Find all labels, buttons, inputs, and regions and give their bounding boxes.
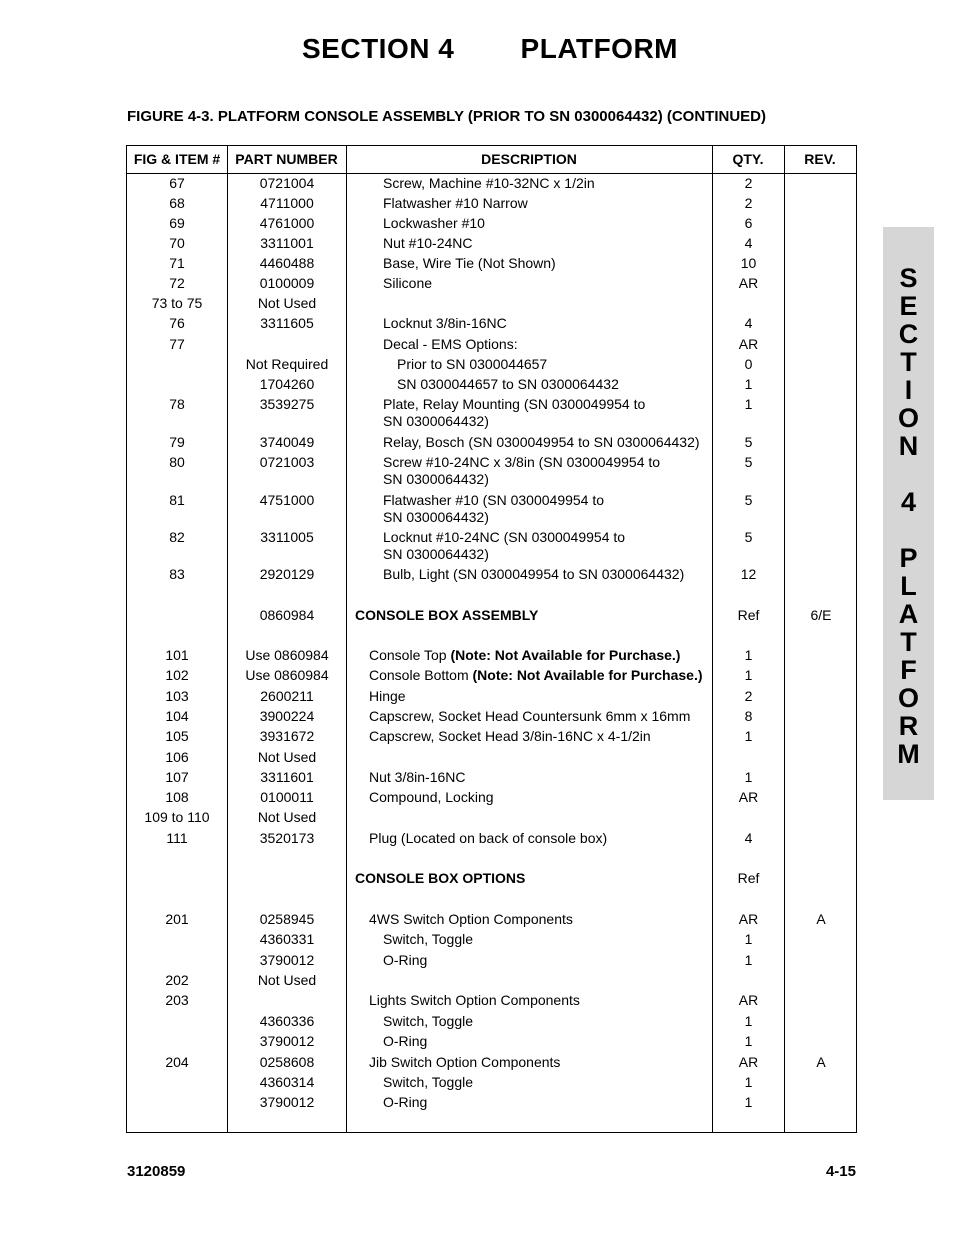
description-text: Decal - EMS Options: xyxy=(383,336,518,352)
qty-cell: 1 xyxy=(744,376,753,392)
side-tab-letter: T xyxy=(900,627,917,657)
side-tab-letter: O xyxy=(897,403,919,433)
qty-cell: 1 xyxy=(744,1013,753,1029)
description-cell xyxy=(351,454,743,488)
part-number-cell: 0100011 xyxy=(260,789,314,805)
part-number-cell: 4360336 xyxy=(259,1013,315,1029)
part-number-cell: 3931672 xyxy=(259,728,315,744)
header-part-number: PART NUMBER xyxy=(235,151,338,167)
description-cell xyxy=(351,255,743,272)
page-number: 4-15 xyxy=(825,1163,856,1180)
fig-item-cell: 104 xyxy=(165,708,189,724)
description-text: SN 0300044657 to SN 0300064432 xyxy=(397,376,619,392)
part-number-cell: 2920129 xyxy=(259,566,315,582)
description-text: Nut #10-24NC xyxy=(383,235,473,251)
description-text: Screw, Machine #10-32NC x 1/2in xyxy=(383,175,595,191)
table-row xyxy=(127,809,856,830)
description-cell xyxy=(351,566,743,583)
description-cell xyxy=(351,1013,743,1030)
fig-item-cell: 83 xyxy=(169,566,185,582)
description-text: Screw #10-24NC x 3/8in (SN 0300049954 to SN 0300064432) xyxy=(383,454,661,487)
fig-item-cell: 111 xyxy=(166,830,188,846)
part-number-cell: 3740049 xyxy=(259,434,315,450)
description-cell xyxy=(351,529,743,563)
qty-cell: 4 xyxy=(744,235,753,251)
fig-item-cell: 70 xyxy=(169,235,185,251)
description-cell xyxy=(351,315,743,332)
header-description: DESCRIPTION xyxy=(481,151,577,167)
qty-cell: Ref xyxy=(737,870,760,886)
document-number: 3120859 xyxy=(127,1163,186,1180)
fig-item-cell: 201 xyxy=(165,911,189,927)
table-row xyxy=(127,492,856,529)
qty-cell: 5 xyxy=(744,434,753,450)
description-text: CONSOLE BOX ASSEMBLY xyxy=(355,607,539,623)
description-cell xyxy=(351,1074,743,1091)
side-tab-letter: M xyxy=(897,739,920,769)
fig-item-cell: 80 xyxy=(169,454,185,470)
qty-cell: 1 xyxy=(744,647,753,663)
fig-item-cell: 108 xyxy=(165,789,189,805)
description-text: O-Ring xyxy=(383,1033,428,1049)
description-cell xyxy=(351,175,743,192)
description-cell xyxy=(351,830,729,847)
part-number-cell: Use 0860984 xyxy=(245,667,329,683)
table-row xyxy=(127,870,856,911)
qty-cell: 1 xyxy=(744,931,753,947)
qty-cell: 1 xyxy=(744,396,753,412)
availability-note: (Note: Not Available for Purchase.) xyxy=(472,667,703,683)
part-number-cell: 4360314 xyxy=(259,1074,315,1090)
qty-cell: 4 xyxy=(744,315,753,331)
qty-cell: 5 xyxy=(744,529,753,545)
description-text: Switch, Toggle xyxy=(383,1074,474,1090)
description-text: Capscrew, Socket Head Countersunk 6mm x 16mm xyxy=(369,708,691,724)
description-cell xyxy=(351,911,729,928)
qty-cell: 5 xyxy=(744,492,753,508)
qty-cell: 1 xyxy=(744,1074,753,1090)
fig-item-cell: 71 xyxy=(169,255,185,271)
qty-cell: AR xyxy=(738,992,759,1008)
part-number-cell: 3311001 xyxy=(260,235,314,251)
part-number-cell: 3520173 xyxy=(259,830,315,846)
fig-item-cell: 67 xyxy=(169,175,185,191)
description-cell xyxy=(351,396,743,430)
fig-item-cell: 68 xyxy=(169,195,185,211)
description-cell xyxy=(351,492,743,526)
table-row xyxy=(127,396,856,434)
fig-item-cell: 202 xyxy=(165,972,189,988)
side-tab-letter: S xyxy=(899,263,918,293)
fig-item-cell: 69 xyxy=(169,215,185,231)
description-text: Lights Switch Option Components xyxy=(369,992,580,1008)
part-number-cell: 0721003 xyxy=(259,454,315,470)
description-text: Lockwasher #10 xyxy=(383,215,485,231)
side-tab-letter: 4 xyxy=(900,487,917,517)
table-row xyxy=(127,830,856,870)
table-row xyxy=(127,728,856,749)
part-number-cell: 0721004 xyxy=(259,175,315,191)
parts-table xyxy=(126,145,857,1133)
description-cell xyxy=(351,1094,743,1111)
fig-item-cell: 203 xyxy=(165,992,189,1008)
table-row xyxy=(127,195,856,215)
part-number-cell: 4761000 xyxy=(259,215,315,231)
description-cell xyxy=(351,336,743,353)
description-cell xyxy=(351,769,729,786)
table-row xyxy=(127,1074,856,1094)
description-cell xyxy=(351,931,743,948)
fig-item-cell: 102 xyxy=(165,667,189,683)
side-tab-letter: I xyxy=(904,375,913,405)
table-row xyxy=(127,434,856,454)
section-title: SECTION 4 PLATFORM xyxy=(302,33,678,64)
qty-cell: 8 xyxy=(744,708,753,724)
table-body xyxy=(127,175,856,1114)
description-cell xyxy=(351,607,715,624)
description-text: Hinge xyxy=(369,688,406,704)
rev-cell: A xyxy=(816,911,826,927)
qty-cell: 1 xyxy=(744,667,753,683)
table-row xyxy=(127,1013,856,1033)
side-tab-letter: P xyxy=(899,543,918,573)
part-number-cell: Not Required xyxy=(245,356,329,372)
description-text: Locknut #10-24NC (SN 0300049954 to SN 0300064432) xyxy=(383,529,626,562)
fig-item-cell: 79 xyxy=(169,434,185,450)
description-cell xyxy=(351,789,729,806)
fig-item-cell: 78 xyxy=(169,396,185,412)
part-number-cell: 4751000 xyxy=(259,492,315,508)
description-text: Switch, Toggle xyxy=(383,1013,474,1029)
qty-cell: AR xyxy=(738,1054,759,1070)
table-row xyxy=(127,566,856,607)
qty-cell: 1 xyxy=(744,769,753,785)
fig-item-cell: 107 xyxy=(165,769,189,785)
fig-item-cell: 103 xyxy=(165,688,189,704)
header-rev: REV. xyxy=(804,151,836,167)
description-cell xyxy=(351,235,743,252)
description-text: Console Bottom xyxy=(369,667,473,683)
table-row xyxy=(127,215,856,235)
part-number-cell: Use 0860984 xyxy=(245,647,329,663)
description-cell xyxy=(351,667,729,684)
description-cell xyxy=(351,215,743,232)
description-text: Locknut 3/8in-16NC xyxy=(383,315,507,331)
qty-cell: 2 xyxy=(744,195,753,211)
qty-cell: AR xyxy=(738,336,759,352)
qty-cell: 2 xyxy=(744,175,753,191)
side-tab-letter: R xyxy=(898,711,919,741)
fig-item-cell: 106 xyxy=(165,749,189,765)
figure-title: FIGURE 4-3. PLATFORM CONSOLE ASSEMBLY (PRIOR TO SN 0300064432) (CONTINUED) xyxy=(127,108,767,125)
qty-cell: 2 xyxy=(744,688,753,704)
description-text: Base, Wire Tie (Not Shown) xyxy=(383,255,556,271)
fig-item-cell: 73 to 75 xyxy=(151,295,203,311)
header-fig-item: FIG & ITEM # xyxy=(133,151,221,167)
description-text: Flatwasher #10 Narrow xyxy=(383,195,528,211)
qty-cell: AR xyxy=(738,911,759,927)
part-number-cell: 3790012 xyxy=(259,1094,315,1110)
side-tab-letter: E xyxy=(899,291,918,321)
qty-cell: AR xyxy=(738,275,759,291)
table-row xyxy=(127,667,856,688)
qty-cell: 4 xyxy=(744,830,753,846)
fig-item-cell: 105 xyxy=(165,728,189,744)
description-cell xyxy=(351,376,757,393)
table-row xyxy=(127,275,856,295)
qty-cell: 1 xyxy=(744,1094,753,1110)
qty-cell: 1 xyxy=(744,1033,753,1049)
description-text: Nut 3/8in-16NC xyxy=(369,769,466,785)
description-text: Plug (Located on back of console box) xyxy=(369,830,608,846)
availability-note: (Note: Not Available for Purchase.) xyxy=(450,647,681,663)
table-row xyxy=(127,295,856,315)
description-text: CONSOLE BOX OPTIONS xyxy=(355,870,526,886)
qty-cell: 6 xyxy=(744,215,753,231)
description-text: Flatwasher #10 (SN 0300049954 to SN 0300064432) xyxy=(383,492,605,525)
part-number-cell: Not Used xyxy=(257,749,317,765)
section-side-tab xyxy=(883,227,934,800)
table-row xyxy=(127,952,856,972)
table-row xyxy=(127,1054,856,1074)
fig-item-cell: 81 xyxy=(169,492,185,508)
part-number-cell: 4711000 xyxy=(260,195,314,211)
side-tab-letter: O xyxy=(897,683,919,713)
qty-cell: 10 xyxy=(740,255,757,271)
table-row xyxy=(127,454,856,492)
fig-item-cell: 82 xyxy=(169,529,185,545)
table-row xyxy=(127,529,856,566)
part-number-cell: 1704260 xyxy=(259,376,315,392)
side-tab-letter: L xyxy=(900,571,917,601)
description-cell xyxy=(351,870,715,887)
description-text: 4WS Switch Option Components xyxy=(369,911,573,927)
part-number-cell: 3790012 xyxy=(259,1033,315,1049)
fig-item-cell: 109 to 110 xyxy=(144,809,210,825)
side-tab-letter: F xyxy=(900,655,917,685)
fig-item-cell: 204 xyxy=(165,1054,189,1070)
description-text: O-Ring xyxy=(383,1094,428,1110)
description-text: Switch, Toggle xyxy=(383,931,474,947)
part-number-cell: 3900224 xyxy=(259,708,315,724)
table-row xyxy=(127,688,856,708)
part-number-cell: Not Used xyxy=(257,972,317,988)
fig-item-cell: 101 xyxy=(165,647,189,663)
table-row xyxy=(127,255,856,275)
description-text: Plate, Relay Mounting (SN 0300049954 to SN 0300064432) xyxy=(383,396,646,429)
description-text: Jib Switch Option Components xyxy=(369,1054,561,1070)
description-text: Silicone xyxy=(383,275,433,291)
table-row xyxy=(127,911,856,931)
description-text: Capscrew, Socket Head 3/8in-16NC x 4-1/2in xyxy=(369,728,651,744)
qty-cell: Ref xyxy=(737,607,760,623)
rev-cell: 6/E xyxy=(810,607,832,623)
part-number-cell: 3311605 xyxy=(260,315,314,331)
qty-cell: 5 xyxy=(744,454,753,470)
table-row xyxy=(127,175,856,195)
table-row xyxy=(127,1033,856,1054)
part-number-cell: 4360331 xyxy=(259,931,315,947)
rev-cell: A xyxy=(816,1054,826,1070)
part-number-cell: 3539275 xyxy=(259,396,315,412)
table-row xyxy=(127,789,856,809)
description-text: Relay, Bosch (SN 0300049954 to SN 0300064432) xyxy=(383,434,700,450)
table-row xyxy=(127,992,856,1013)
part-number-cell: 3311601 xyxy=(260,769,314,785)
side-tab-letter: N xyxy=(898,431,919,461)
description-cell xyxy=(351,356,757,373)
table-row xyxy=(127,972,856,992)
part-number-cell: Not Used xyxy=(257,809,317,825)
part-number-cell: 3790012 xyxy=(259,952,315,968)
description-text: Console Top xyxy=(369,647,451,663)
description-text: O-Ring xyxy=(383,952,428,968)
part-number-cell: Not Used xyxy=(257,295,317,311)
description-cell xyxy=(351,647,729,664)
qty-cell: 12 xyxy=(740,566,757,582)
fig-item-cell: 77 xyxy=(169,336,185,352)
qty-cell: AR xyxy=(738,789,759,805)
table-row xyxy=(127,749,856,769)
table-row xyxy=(127,607,856,647)
part-number-cell: 3311005 xyxy=(260,529,314,545)
table-row xyxy=(127,336,856,356)
qty-cell: 0 xyxy=(744,356,753,372)
table-row xyxy=(127,708,856,728)
table-row xyxy=(127,356,856,376)
description-cell xyxy=(351,275,743,292)
description-cell xyxy=(351,728,729,745)
table-row xyxy=(127,1094,856,1114)
description-cell xyxy=(351,1054,729,1071)
fig-item-cell: 76 xyxy=(169,315,185,331)
header-qty: QTY. xyxy=(732,151,764,167)
table-row xyxy=(127,647,856,667)
description-text: Prior to SN 0300044657 xyxy=(397,356,548,372)
part-number-cell: 0258608 xyxy=(259,1054,315,1070)
description-cell xyxy=(351,708,729,725)
description-cell xyxy=(351,992,729,1009)
part-number-cell: 4460488 xyxy=(259,255,315,271)
header-divider xyxy=(127,173,856,174)
side-tab-letter: T xyxy=(900,347,917,377)
description-cell xyxy=(351,688,729,705)
description-cell xyxy=(351,434,743,451)
description-text: Bulb, Light (SN 0300049954 to SN 0300064432) xyxy=(383,566,685,582)
description-cell xyxy=(351,195,743,212)
description-text: Compound, Locking xyxy=(369,789,494,805)
description-cell xyxy=(351,952,743,969)
part-number-cell: 0860984 xyxy=(259,607,315,623)
table-row xyxy=(127,235,856,255)
qty-cell: 1 xyxy=(744,728,753,744)
description-cell xyxy=(351,1033,743,1050)
fig-item-cell: 72 xyxy=(169,275,185,291)
side-tab-letter: A xyxy=(898,599,919,629)
table-row xyxy=(127,769,856,789)
part-number-cell: 0258945 xyxy=(259,911,315,927)
part-number-cell: 2600211 xyxy=(260,688,314,704)
table-row xyxy=(127,315,856,336)
table-row xyxy=(127,376,856,396)
qty-cell: 1 xyxy=(744,952,753,968)
part-number-cell: 0100009 xyxy=(259,275,315,291)
side-tab-letter: C xyxy=(898,319,919,349)
table-row xyxy=(127,931,856,952)
